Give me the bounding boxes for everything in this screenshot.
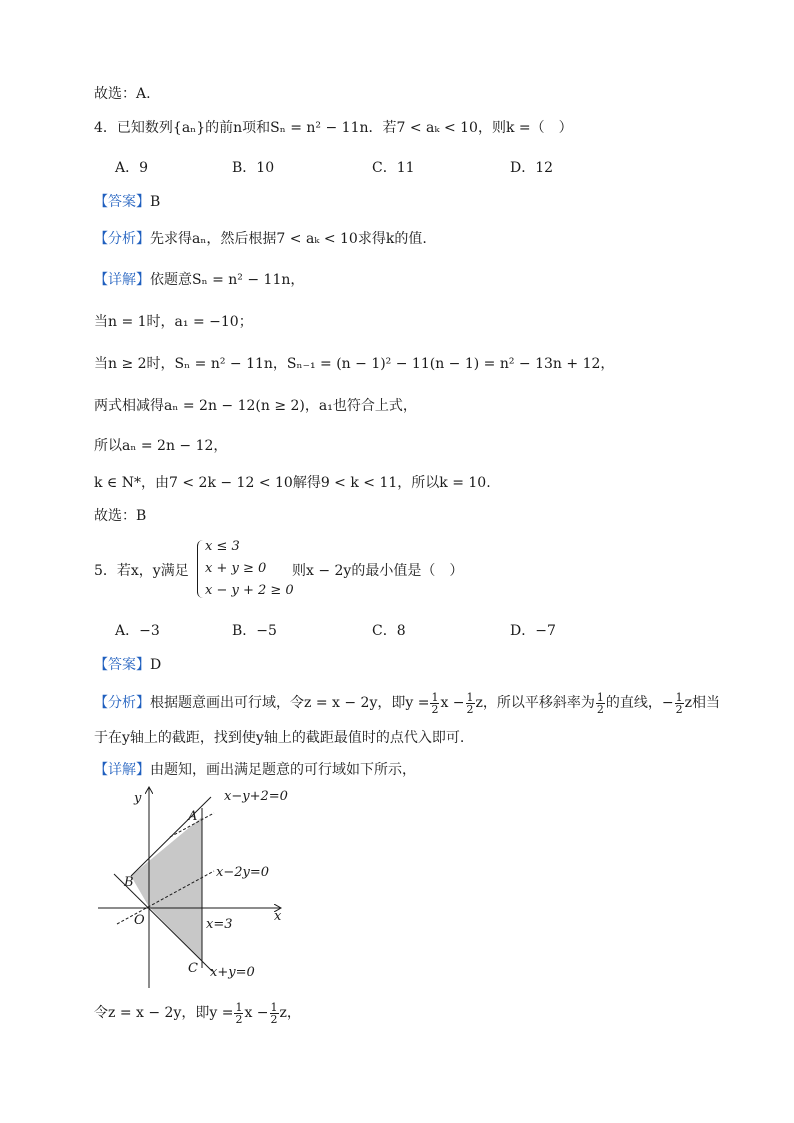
- analysis-text-a: 根据题意画出可行域，令z = x − 2y，即y =: [150, 695, 430, 711]
- detail-line: [94, 760, 416, 780]
- analysis-text-e: z相当: [684, 695, 721, 711]
- label-line-1: x−y+2=0: [224, 789, 288, 804]
- fraction-half: $\frac{1}{2}$: [596, 690, 604, 716]
- option-a: A．−3: [115, 623, 160, 639]
- fraction-half: $\frac{1}{2}$: [466, 690, 474, 716]
- option-b: B．10: [232, 160, 275, 176]
- constraint-2: x + y ≥ 0: [205, 561, 267, 576]
- solution-step-4: 所以aₙ = 2n − 12，: [94, 438, 228, 454]
- solution-step-6: 故选：B: [94, 508, 147, 524]
- label-a: A: [188, 809, 198, 824]
- constraint-3: x − y + 2 ≥ 0: [205, 583, 294, 598]
- question-5-suffix: 则x − 2y的最小值是（ ）: [292, 563, 464, 579]
- option-b: B．−5: [232, 623, 277, 639]
- detail-text: 依题意Sₙ = n² − 11n，: [150, 272, 305, 288]
- constraint-1: x ≤ 3: [205, 539, 240, 554]
- answer-value: D: [150, 657, 162, 673]
- solution-step-3: 两式相减得aₙ = 2n − 12(n ≥ 2)，a₁也符合上式，: [94, 398, 417, 414]
- label-line-2: x−2y=0: [216, 865, 270, 880]
- answer-tag: 【答案】: [94, 194, 150, 210]
- detail-tag: 【详解】: [94, 762, 150, 778]
- label-x: x: [274, 909, 282, 924]
- fraction-half: $\frac{1}{2}$: [675, 690, 683, 716]
- answer-value: B: [150, 194, 161, 210]
- option-d: D．12: [510, 160, 554, 176]
- system-brace: [197, 540, 204, 598]
- question-5-prefix: 5．若x，y满足: [94, 563, 189, 579]
- analysis-line: [94, 690, 720, 716]
- label-c: C: [188, 961, 198, 976]
- analysis-text-c: z，所以平移斜率为: [475, 695, 595, 711]
- option-d: D．−7: [510, 623, 556, 639]
- option-c: C．8: [372, 623, 406, 639]
- fraction-half: $\frac{1}{2}$: [235, 1000, 243, 1026]
- fraction-half: $\frac{1}{2}$: [431, 690, 439, 716]
- label-y: y: [134, 791, 142, 806]
- analysis-text-b: x −: [440, 695, 465, 711]
- analysis-text-d: 的直线，−: [605, 695, 674, 711]
- feasible-region: [131, 817, 202, 961]
- detail-text: 由题知，画出满足题意的可行域如下所示，: [150, 762, 416, 778]
- option-c: C．11: [372, 160, 415, 176]
- answer-tag: 【答案】: [94, 657, 150, 673]
- label-b: B: [124, 875, 134, 890]
- answer-line: [94, 655, 161, 675]
- solution-step-1: 当n = 1时，a₁ = −10；: [94, 314, 253, 330]
- feasible-region-figure: [94, 780, 294, 992]
- analysis-line: [94, 229, 427, 249]
- label-line-3: x=3: [206, 917, 233, 932]
- question-4: 4．已知数列{aₙ}的前n项和Sₙ = n² − 11n．若7 < aₖ < 10，则k =（ ）: [94, 120, 573, 136]
- detail-line: [94, 270, 304, 290]
- detail-tag: 【详解】: [94, 272, 150, 288]
- final-text-b: x −: [244, 1005, 269, 1021]
- solution-step-5: k ∈ N*，由7 < 2k − 12 < 10解得9 < k < 11，所以k = 10.: [94, 475, 491, 491]
- conclusion-line: 故选：A.: [94, 86, 151, 102]
- analysis-text: 先求得aₙ，然后根据7 < aₖ < 10求得k的值.: [150, 231, 427, 247]
- final-text-a: 令z = x − 2y，即y =: [94, 1005, 234, 1021]
- analysis-line-2: 于在y轴上的截距，找到使y轴上的截距最值时的点代入即可.: [94, 730, 465, 746]
- option-a: A．9: [115, 160, 149, 176]
- label-line-4: x+y=0: [210, 965, 255, 980]
- label-o: O: [134, 913, 145, 928]
- final-line: [94, 1000, 301, 1026]
- answer-line: [94, 192, 160, 212]
- solution-step-2: 当n ≥ 2时，Sₙ = n² − 11n，Sₙ₋₁ = (n − 1)² − 11(n − 1) = n² − 13n + 12，: [94, 356, 615, 372]
- analysis-tag: 【分析】: [94, 695, 150, 711]
- analysis-tag: 【分析】: [94, 231, 150, 247]
- final-text-c: z，: [279, 1005, 301, 1021]
- constraint-system: [197, 538, 294, 602]
- fraction-half: $\frac{1}{2}$: [270, 1000, 278, 1026]
